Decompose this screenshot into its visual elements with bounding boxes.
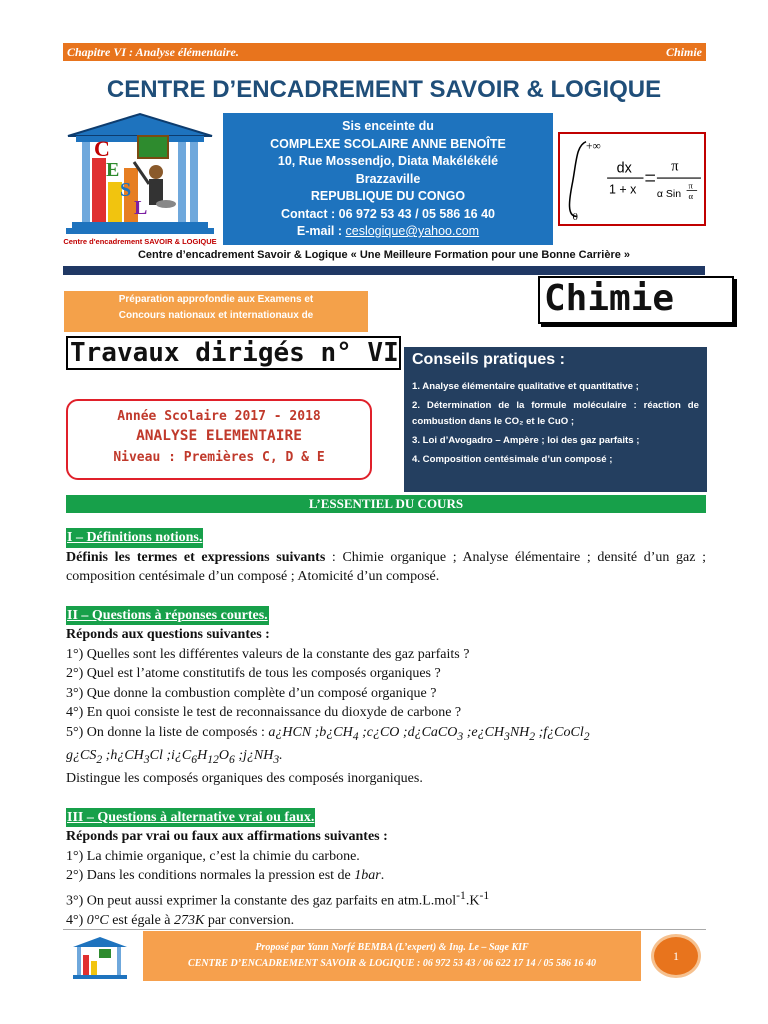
- section-text: : Chimie organique ; Analyse élémentaire ; densité d’un gaz ; composition centésimale d’un composé ; Atomicité d’un composé.: [66, 549, 706, 584]
- integral-lower: 0: [572, 212, 578, 224]
- section-lead: Définis les termes et expressions suivants: [66, 549, 326, 565]
- footer-contact: CENTRE D’ENCADREMENT SAVOIR & LOGIQUE : 06 972 53 43 / 06 622 17 14 / 05 586 16 40: [188, 958, 596, 969]
- q-text: 4°): [66, 912, 87, 928]
- q-text: par conversion.: [204, 912, 295, 928]
- school-year-box: [66, 399, 372, 480]
- conseil-item: 3. Loi d’Avogadro – Ampère ; loi des gaz parfaits ;: [412, 435, 640, 446]
- rhs-den: α Sin: [656, 188, 682, 201]
- cesl-logo: [60, 110, 220, 250]
- contact-email-line: [223, 223, 553, 241]
- page-number: 1: [651, 934, 701, 978]
- question: [66, 911, 706, 931]
- chapter-header-bar: [63, 43, 706, 61]
- section-definitions: [66, 528, 706, 587]
- integrand-num: dx: [616, 160, 632, 177]
- footer-authors: Proposé par Yann Norfé BEMBA (L’expert) & Ing. Le – Sage KIF: [255, 942, 529, 953]
- integral-formula: [558, 132, 706, 226]
- q-value: 1bar: [354, 868, 381, 884]
- prep-line2: Concours nationaux et internationaux de: [118, 310, 314, 321]
- question: 4°) En quoi consiste le test de reconnaissance du dioxyde de carbone ?: [66, 705, 462, 720]
- section-title: II – Questions à réponses courtes.: [66, 606, 269, 626]
- question-compounds: [66, 723, 706, 746]
- address-box: [223, 113, 553, 245]
- address-line3: 10, Rue Mossendjo, Diata Makélékélé: [277, 154, 499, 168]
- question: 1°) Quelles sont les différentes valeurs de la constante des gaz parfaits ?: [66, 646, 470, 662]
- level: Niveau : Premières C, D & E: [113, 450, 325, 465]
- q-exponent: -1: [456, 888, 466, 902]
- question: Distingue les composés organiques des composés inorganiques.: [66, 771, 423, 787]
- prep-line1: Préparation approfondie aux Examens et: [118, 294, 314, 305]
- tagline: Centre d’encadrement Savoir & Logique « Une Meilleure Formation pour une Bonne Carrière »: [137, 249, 631, 261]
- question: 1°) La chimie organique, c’est la chimie du carbone.: [66, 848, 360, 864]
- section-title: I – Définitions notions.: [66, 528, 203, 548]
- email-link[interactable]: ceslogique@yahoo.com: [345, 224, 480, 238]
- section-short-answers: [66, 606, 706, 789]
- question: 3°) Que donne la combustion complète d’un composé organique ?: [66, 685, 437, 701]
- integrand-den: 1 + x: [609, 182, 637, 197]
- compound-list-line1: a¿HCN $;b¿CH_4$ ;c¿CO ;d¿CaCO$_3$ $;e¿CH_3NH_2$ ;f¿CoCl$_2$: [268, 724, 590, 743]
- preparation-box: [64, 291, 368, 332]
- footer-logo: [69, 935, 131, 983]
- divider-bar: [63, 266, 705, 275]
- address-line1: Sis enceinte du: [342, 119, 434, 133]
- q-value: 273K: [174, 912, 205, 928]
- question: [66, 866, 706, 886]
- rhs-den-frac-den: α: [688, 191, 694, 202]
- subject-label: Chimie: [665, 44, 702, 59]
- chapter-title: Chapitre VI : Analyse élémentaire.: [67, 44, 239, 59]
- question: 2°) Quel est l’atome constitutifs de tous les composés organiques ?: [66, 666, 441, 681]
- logo-letter-c: C: [94, 136, 110, 161]
- center-title: CENTRE D’ENCADREMENT SAVOIR & LOGIQUE: [106, 76, 662, 103]
- conseil-item: 4. Composition centésimale d’un composé ;: [412, 454, 613, 465]
- question-prefix: 5°) On donne la liste de composés :: [66, 724, 269, 740]
- rhs-num: π: [671, 158, 679, 175]
- section-lead: Réponds par vrai ou faux aux affirmations suivantes :: [66, 829, 388, 845]
- td-title: Travaux dirigés n° VI: [66, 336, 401, 370]
- q-text: .: [380, 868, 385, 884]
- q-text: 3°) On peut aussi exprimer la constante des gaz parfaits en atm.L.mol: [66, 893, 457, 909]
- section-lead: Réponds aux questions suivantes :: [66, 627, 270, 642]
- rhs-den-frac-num: π: [688, 180, 693, 191]
- conseils-box: [404, 347, 707, 492]
- logo-letter-l: L: [134, 197, 148, 219]
- address-line5: REPUBLIQUE DU CONGO: [310, 189, 466, 203]
- section-true-false: [66, 808, 706, 931]
- compound-list-line2: $g¿CS_2$ $;h¿CH_3Cl$ $;i¿C_6H_{12}O_6$ $;j¿NH_3$.: [66, 747, 283, 766]
- section-title: III – Questions à alternative vrai ou faux.: [66, 808, 315, 828]
- email-label: E-mail :: [296, 224, 346, 238]
- conseils-title: Conseils pratiques :: [412, 351, 565, 368]
- logo-caption: Centre d'encadrement SAVOIR & LOGIQUE: [63, 237, 217, 246]
- exercise-content: [66, 528, 706, 949]
- q-text: est égale à: [108, 912, 174, 928]
- logo-letter-s: S: [120, 179, 132, 201]
- address-line2: COMPLEXE SCOLAIRE ANNE BENOÎTE: [270, 136, 506, 151]
- footer-credits: [143, 931, 641, 981]
- q-text: 2°) Dans les conditions normales la pression est de: [66, 868, 355, 884]
- page-footer: [63, 929, 706, 981]
- logo-letter-e: E: [106, 159, 120, 181]
- integral-upper: +∞: [586, 140, 601, 153]
- contact-phone: Contact : 06 972 53 43 / 05 586 16 40: [280, 206, 496, 221]
- q-value: 0°C: [86, 912, 109, 928]
- chimie-label: Chimie: [538, 276, 734, 324]
- address-line4: Brazzaville: [355, 171, 421, 186]
- topic: ANALYSE ELEMENTAIRE: [136, 428, 302, 444]
- conseil-item: 2. Détermination de la formule moléculaire : réaction de combustion dans le CO₂ et le CuO ;: [412, 400, 699, 427]
- question: [66, 886, 706, 911]
- q-exponent: -1: [479, 888, 490, 902]
- school-year: Année Scolaire 2017 - 2018: [117, 409, 321, 424]
- essentiel-banner: L’ESSENTIEL DU COURS: [66, 495, 706, 513]
- conseil-item: 1. Analyse élémentaire qualitative et quantitative ;: [412, 381, 639, 392]
- q-text: .K: [465, 893, 480, 909]
